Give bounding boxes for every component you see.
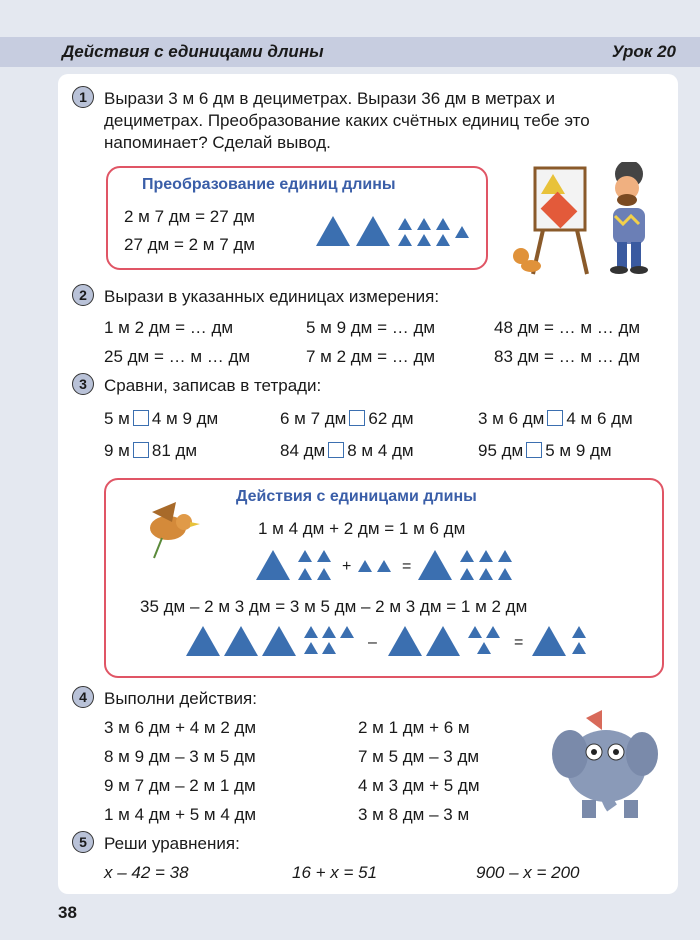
ex4-item: 3 м 6 дм + 4 м 2 дм (104, 718, 257, 737)
ex4-item: 4 м 3 дм + 5 дм (358, 776, 480, 795)
triangle-one (460, 568, 474, 580)
equals-sign: = (514, 634, 524, 651)
lesson-header (0, 37, 700, 67)
ex2-item: 48 дм = … м … дм (494, 318, 641, 337)
triangle-one (477, 642, 491, 654)
triangle-ten (426, 626, 460, 656)
ex2-item: 25 дм = … м … дм (104, 347, 251, 366)
triangle-one (317, 550, 331, 562)
topic-title: Действия с единицами длины (62, 42, 324, 61)
ex3-instruction: Сравни, записав в тетради: (104, 376, 322, 395)
triangle-ten (186, 626, 220, 656)
triangle-one (304, 626, 318, 638)
triangle-one (358, 560, 372, 572)
conversion-eq-1: 2 м 7 дм = 27 дм (124, 207, 255, 226)
triangle-one (486, 626, 500, 638)
page-content (58, 74, 678, 894)
triangle-one (498, 568, 512, 580)
ex5-equation: x – 42 = 38 (104, 863, 189, 882)
lesson-number: Урок 20 (611, 42, 676, 61)
triangle-one (322, 642, 336, 654)
triangle-one (468, 626, 482, 638)
bird-illustration (132, 492, 202, 562)
triangle-ten (388, 626, 422, 656)
actions-eq-2: 35 дм – 2 м 3 дм = 3 м 5 дм – 2 м 3 дм = 1 м 2 дм (140, 597, 528, 616)
ex5-equation: 16 + x = 51 (292, 863, 378, 882)
triangle-one (436, 234, 450, 246)
page-number: 38 (58, 903, 77, 922)
triangle-one (460, 550, 474, 562)
ex5-equation: 900 – x = 200 (476, 863, 580, 882)
ex1-line-1: Вырази 3 м 6 дм в дециметрах. Вырази 36 дм в метрах и (104, 89, 555, 108)
triangle-ten (418, 550, 452, 580)
ex4-item: 8 м 9 дм – 3 м 5 дм (104, 747, 256, 766)
triangle-one (377, 560, 391, 572)
conversion-eq-2: 27 дм = 2 м 7 дм (124, 235, 255, 254)
triangle-one (479, 568, 493, 580)
ex3-compare: 5 м 4 м 9 дм (104, 409, 219, 428)
triangle-ten (532, 626, 566, 656)
ex2-item: 83 дм = … м … дм (494, 347, 641, 366)
triangle-one (417, 234, 431, 246)
triangle-one (304, 642, 318, 654)
compare-box (328, 442, 344, 458)
triangle-one (498, 550, 512, 562)
triangle-one (298, 568, 312, 580)
ex3-compare: 6 м 7 дм 62 дм (280, 409, 414, 428)
triangle-one (572, 626, 586, 638)
ex2-item: 5 м 9 дм = … дм (306, 318, 436, 337)
triangle-ten (262, 626, 296, 656)
exercise-number-4: 4 (72, 686, 94, 708)
compare-box (349, 410, 365, 426)
ex3-compare: 84 дм 8 м 4 дм (280, 441, 414, 460)
compare-box (133, 410, 149, 426)
elephant-illustration (542, 704, 662, 824)
exercise-number-1: 1 (72, 86, 94, 108)
exercise-number-5: 5 (72, 831, 94, 853)
ex4-item: 2 м 1 дм + 6 м (358, 718, 470, 737)
actions-box-title: Действия с единицами длины (236, 488, 477, 505)
ex3-compare: 95 дм 5 м 9 дм (478, 441, 612, 460)
triangle-one (398, 234, 412, 246)
exercise-number-2: 2 (72, 284, 94, 306)
ex1-line-2: дециметрах. Преобразование каких счётных единиц тебе это (104, 111, 590, 130)
minus-sign: – (368, 634, 377, 651)
ex2-item: 7 м 2 дм = … дм (306, 347, 436, 366)
triangle-one (398, 218, 412, 230)
ex2-item: 1 м 2 дм = … дм (104, 318, 234, 337)
equals-sign: = (402, 558, 412, 575)
ex2-instruction: Вырази в указанных единицах измерения: (104, 287, 440, 306)
conversion-box-title: Преобразование единиц длины (142, 176, 396, 193)
compare-box (526, 442, 542, 458)
actions-eq-1: 1 м 4 дм + 2 дм = 1 м 6 дм (258, 519, 466, 538)
exercise-number-3: 3 (72, 373, 94, 395)
ex4-item: 7 м 5 дм – 3 дм (358, 747, 480, 766)
triangle-ten (256, 550, 290, 580)
ex4-instruction: Выполни действия: (104, 689, 257, 708)
triangle-one (572, 642, 586, 654)
ex4-item: 9 м 7 дм – 2 м 1 дм (104, 776, 256, 795)
ex4-item: 1 м 4 дм + 5 м 4 дм (104, 805, 257, 824)
ex3-compare: 9 м 81 дм (104, 441, 198, 460)
triangle-one (317, 568, 331, 580)
painter-illustration (513, 162, 663, 282)
ex4-item: 3 м 8 дм – 3 м (358, 805, 470, 824)
ex5-instruction: Реши уравнения: (104, 834, 240, 853)
triangle-one (322, 626, 336, 638)
ex1-line-3: напоминает? Сделай вывод. (104, 133, 331, 152)
plus-sign: + (342, 558, 352, 575)
triangle-one (417, 218, 431, 230)
triangle-one (340, 626, 354, 638)
triangle-ten (224, 626, 258, 656)
compare-box (547, 410, 563, 426)
triangle-ten (356, 216, 390, 246)
triangle-ten (316, 216, 350, 246)
ex3-compare: 3 м 6 дм 4 м 6 дм (478, 409, 633, 428)
conversion-box (106, 166, 488, 270)
triangle-one (455, 226, 469, 238)
triangle-one (436, 218, 450, 230)
compare-box (133, 442, 149, 458)
triangle-one (479, 550, 493, 562)
triangle-one (298, 550, 312, 562)
